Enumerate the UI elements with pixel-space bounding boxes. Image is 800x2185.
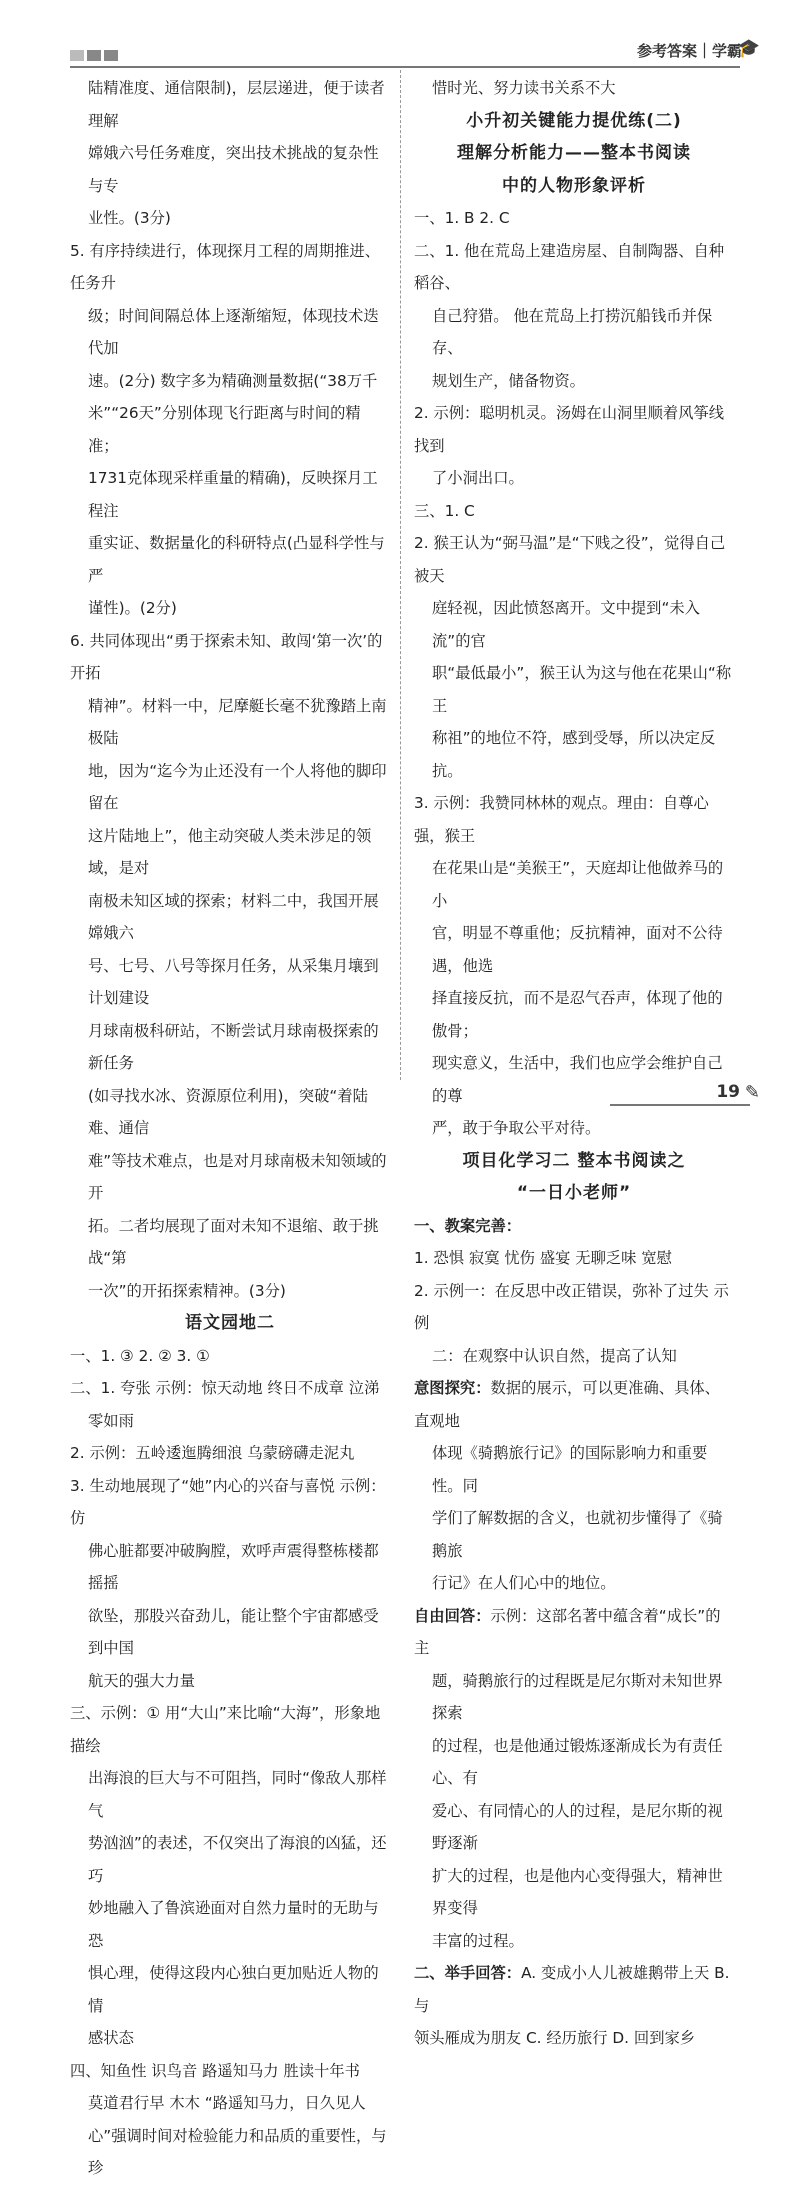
answer-line: 2. 示例一：在反思中改正错误，弥补了过失 示例: [414, 1281, 729, 1332]
answer-line: 1731克体现采样重量的精确)，反映探月工程注: [88, 469, 378, 520]
answer-line: 精神”。材料一中，尼摩艇长毫不犹豫踏上南极陆: [88, 696, 387, 747]
answer-line: 零如雨: [88, 1411, 134, 1430]
answer-line: 级；时间间隔总体上逐渐缩短，体现技术迭代加: [88, 306, 379, 357]
page-header: [0, 0, 800, 70]
answer-line: 惜时光、努力读书关系不大: [432, 79, 616, 97]
answer-line: 一、1. ③ 2. ② 3. ①: [70, 1346, 210, 1365]
left-column: [70, 72, 390, 2185]
answer-line: 欲坠，那股兴奋劲儿，能让整个宇宙都感受到中国: [88, 1606, 379, 1657]
answer-line: 月球南极科研站，不断尝试月球南极探索的新任务: [88, 1021, 379, 1072]
column-divider: [400, 70, 401, 1080]
answer-line: 体现《骑鹅旅行记》的国际影响力和重要性。同: [432, 1444, 708, 1495]
answer-line: 二：在观察中认识自然，提高了认知: [432, 1346, 677, 1365]
answer-text: 数据的展示，可以更准确、具体、直观地: [414, 1379, 720, 1430]
answer-line: 庭轻视，因此愤怒离开。文中提到“未入流”的官: [432, 599, 700, 650]
answer-line: 心”强调时间对检验能力和品质的重要性，与珍: [88, 2126, 387, 2177]
answer-line: 6. 共同体现出“勇于探索未知、敢闯‘第一次’的开拓: [70, 631, 383, 682]
answer-line: 米”“26天”分别体现飞行距离与时间的精准；: [88, 404, 361, 455]
answer-line: 三、1. C: [414, 501, 475, 520]
answer-line: 严，敢于争取公平对待。: [432, 1119, 601, 1137]
graduation-cap-icon: 🎓: [737, 38, 760, 59]
sub-heading: 一、教案完善：: [414, 1216, 522, 1235]
answer-line: 速。(2分) 数字多为精确测量数据(“38万千: [88, 371, 378, 390]
answer-line: 势汹汹”的表述，不仅突出了海浪的凶猛，还巧: [88, 1834, 387, 1885]
answer-line: 在花果山是“美猴王”，天庭却让他做养马的小: [432, 859, 724, 910]
section-heading: 小升初关键能力提优练(二): [466, 110, 682, 131]
answer-line: 四、知鱼性 识鸟音 路遥知马力 胜读十年书: [70, 2061, 360, 2080]
answer-line: 称祖”的地位不符，感到受辱，所以决定反抗。: [432, 729, 716, 780]
answer-line: 嫦娥六号任务难度，突出技术挑战的复杂性与专: [88, 144, 379, 195]
bold-label: 二、举手回答：: [414, 1964, 522, 1982]
answer-line: 1. 恐惧 寂寞 忧伤 盛宴 无聊乏味 宽慰: [414, 1249, 672, 1267]
answer-line: 号、七号、八号等探月任务，从采集月壤到计划建设: [88, 956, 379, 1007]
answer-line: 3. 生动地展现了“她”内心的兴奋与喜悦 示例：仿: [70, 1476, 386, 1527]
answer-line: [414, 1957, 734, 2022]
header-rule: [70, 66, 740, 68]
answer-line: 丰富的过程。: [432, 1931, 524, 1950]
answer-line: 题，骑鹅旅行的过程既是尼尔斯对未知世界探索: [432, 1671, 723, 1722]
answer-line: 现实意义，生活中，我们也应学会维护自己的尊: [432, 1054, 723, 1105]
header-label: 参考答案｜学霸: [636, 42, 742, 60]
answer-line: (如寻找水冰、资源原位利用)，突破“着陆难、通信: [88, 1086, 368, 1137]
pen-icon: ✎: [744, 1082, 760, 1103]
answer-line: 爱心、有同情心的人的过程，是尼尔斯的视野逐渐: [432, 1801, 723, 1852]
answer-line: 妙地融入了鲁滨逊面对自然力量时的无助与恐: [88, 1899, 379, 1950]
answer-line: 难”等技术难点，也是对月球南极未知领域的开: [88, 1151, 387, 1202]
right-column: [414, 72, 734, 2055]
page-number: 19: [716, 1082, 740, 1102]
answer-line: 惧心理，使得这段内心独白更加贴近人物的情: [88, 1964, 379, 2015]
answer-line: 三、示例：① 用“大山”来比喻“大海”，形象地描绘: [70, 1704, 381, 1755]
section-heading: 理解分析能力——整本书阅读: [457, 143, 691, 163]
answer-line: 职“最低最小”，猴王认为这与他在花果山“称王: [432, 664, 732, 715]
bold-label: 自由回答：: [414, 1606, 491, 1625]
answer-line: 感状态: [88, 2029, 134, 2047]
answer-line: 2. 示例：五岭逶迤腾细浪 乌蒙磅礴走泥丸: [70, 1444, 355, 1462]
section-heading: “一日小老师”: [516, 1183, 632, 1203]
header-decoration: [70, 50, 118, 61]
answer-line: 地，因为“迄今为止还没有一个人将他的脚印留在: [88, 761, 387, 812]
answer-line: [414, 1372, 734, 1437]
answer-line: 重实证、数据量化的科研特点(凸显科学性与严: [88, 534, 385, 585]
answer-line: 这片陆地上”，他主动突破人类未涉足的领域，是对: [88, 826, 372, 877]
section-heading: 项目化学习二 整本书阅读之: [462, 1150, 686, 1171]
answer-line: 谨性)。(2分): [88, 599, 177, 617]
answer-line: 5. 有序持续进行，体现探月工程的周期推进、任务升: [70, 241, 381, 292]
answer-line: 了小洞出口。: [432, 469, 524, 487]
answer-line: 航天的强大力量: [88, 1671, 196, 1690]
answer-line: 二、1. 夸张 示例：惊天动地 终日不成章 泣涕: [70, 1379, 380, 1397]
answer-text: A. 变成小人儿被雄鹅带上天 B. 与: [414, 1964, 730, 2015]
answer-line: 3. 示例：我赞同林林的观点。理由：自尊心强，猴王: [414, 794, 709, 845]
answer-line: 2. 猴王认为“弼马温”是“下贱之役”，觉得自己被天: [414, 534, 726, 585]
answer-line: 领头雁成为朋友 C. 经历旅行 D. 回到家乡: [414, 2029, 696, 2047]
answer-line: 自己狩猎。 他在荒岛上打捞沉船钱币并保存、: [432, 306, 713, 357]
answer-line: 扩大的过程，也是他内心变得强大，精神世界变得: [432, 1866, 723, 1917]
answer-line: 规划生产，储备物资。: [432, 371, 585, 390]
section-heading: 语文园地二: [185, 1313, 275, 1333]
answer-line: 莫道君行早 木木 “路遥知马力，日久见人: [88, 2094, 366, 2112]
answer-text: 示例：这部名著中蕴含着“成长”的主: [414, 1606, 721, 1657]
answer-line: 拓。二者均展现了面对未知不退缩、敢于挑战“第: [88, 1216, 379, 1267]
answer-line: 学们了解数据的含义，也就初步懂得了《骑鹅旅: [432, 1509, 723, 1560]
section-heading: 中的人物形象评析: [502, 175, 646, 196]
answer-line: 的过程，也是他通过锻炼逐渐成长为有责任心、有: [432, 1736, 723, 1787]
answer-line: 官，明显不尊重他；反抗精神，面对不公待遇，他选: [432, 924, 723, 975]
answer-line: 陆精准度、通信限制)，层层递进，便于读者理解: [88, 79, 385, 130]
answer-line: 一、1. B 2. C: [414, 209, 510, 227]
footer-rule: [610, 1104, 750, 1106]
answer-line: 一次”的开拓探索精神。(3分): [88, 1281, 286, 1300]
answer-line: 南极未知区域的探索；材料二中，我国开展嫦娥六: [88, 891, 379, 942]
answer-line: 出海浪的巨大与不可阻挡，同时“像敌人那样气: [88, 1769, 387, 1820]
answer-line: 业性。(3分): [88, 209, 171, 227]
answer-line: 行记》在人们心中的地位。: [432, 1574, 616, 1592]
answer-line: 佛心脏都要冲破胸膛，欢呼声震得整栋楼都摇摇: [88, 1541, 379, 1592]
bold-label: 意图探究：: [414, 1379, 491, 1397]
answer-line: 2. 示例：聪明机灵。汤姆在山洞里顺着风筝线找到: [414, 404, 725, 455]
answer-line: 择直接反抗，而不是忍气吞声，体现了他的傲骨；: [432, 989, 723, 1040]
answer-line: 二、1. 他在荒岛上建造房屋、自制陶器、自种稻谷、: [414, 241, 725, 292]
answer-line: [414, 1600, 734, 1665]
